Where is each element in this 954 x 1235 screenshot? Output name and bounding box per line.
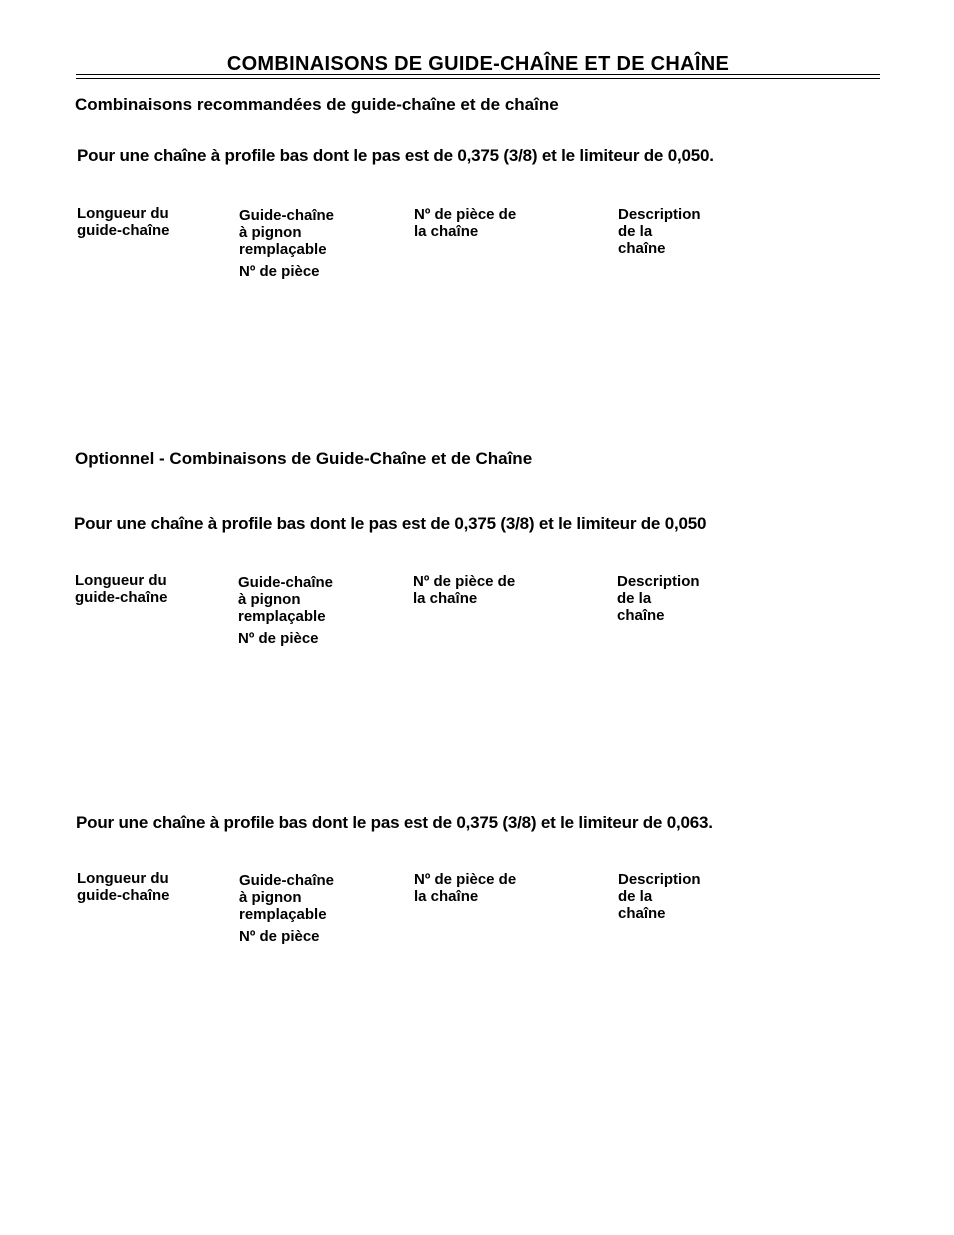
chain-spec-line: Pour une chaîne à profile bas dont le pas est de 0,375 (3/8) et le limiteur de 0,050 — [74, 514, 707, 533]
column-header-chain-part-number: Nº de pièce de la chaîne — [413, 573, 516, 607]
column-header-chain-part-number: Nº de pièce de la chaîne — [414, 871, 517, 905]
column-header-chain-description: Description de la chaîne — [618, 871, 701, 922]
column-header-chain-description: Description de la chaîne — [617, 573, 700, 624]
column-header-bar-part-number: Guide-chaîne à pignon remplaçable Nº de pièce — [239, 207, 335, 280]
column-header-bar-length: Longueur du guide-chaîne — [75, 572, 168, 606]
chain-spec-line: Pour une chaîne à profile bas dont le pas est de 0,375 (3/8) et le limiteur de 0,050. — [77, 146, 714, 165]
chain-spec-line: Pour une chaîne à profile bas dont le pas est de 0,375 (3/8) et le limiteur de 0,063. — [76, 813, 713, 832]
section-title-optional: Optionnel - Combinaisons de Guide-Chaîne et de Chaîne — [75, 449, 533, 468]
column-header-bar-length: Longueur du guide-chaîne — [77, 205, 170, 239]
column-header-bar-part-number: Guide-chaîne à pignon remplaçable Nº de pièce — [238, 574, 334, 647]
section-title-recommended: Combinaisons recommandées de guide-chaîne et de chaîne — [75, 95, 559, 114]
column-header-bar-part-number: Guide-chaîne à pignon remplaçable Nº de pièce — [239, 872, 335, 945]
column-header-chain-description: Description de la chaîne — [618, 206, 701, 257]
column-header-chain-part-number: Nº de pièce de la chaîne — [414, 206, 517, 240]
title-rule-top — [76, 74, 880, 75]
page-title: COMBINAISONS DE GUIDE-CHAÎNE ET DE CHAÎNE — [226, 53, 730, 75]
column-header-bar-length: Longueur du guide-chaîne — [77, 870, 170, 904]
title-rule-bottom — [76, 78, 880, 79]
